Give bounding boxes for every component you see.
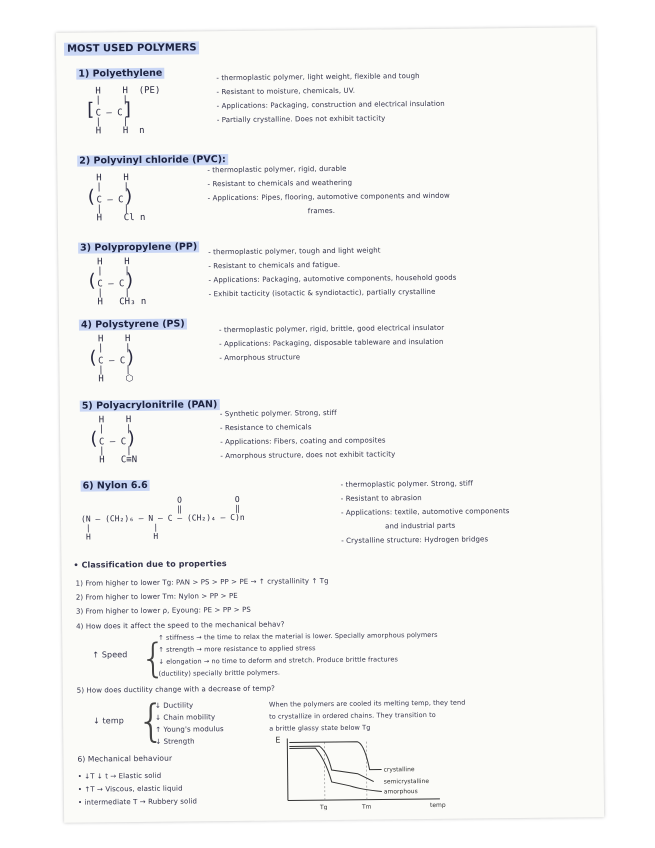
graph-legend-semicrystalline: semicrystalline xyxy=(383,777,430,786)
modulus-temp-graph xyxy=(269,728,480,810)
nylon-bullet: - Crystalline structure: Hydrogen bridges xyxy=(341,535,489,545)
pan-bullet: - Synthetic polymer. Strong, stiff xyxy=(219,408,337,419)
ps-header-text: 4) Polystyrene (PS) xyxy=(80,318,185,331)
pvc-bullet: - thermoplastic polymer, rigid, durable xyxy=(207,164,347,175)
page-title: MOST USED POLYMERS xyxy=(64,41,200,55)
temp-item: ↓ Strength xyxy=(155,737,195,746)
nylon-structure: O O ‖ ‖ (N – (CH₂)₆ – N – C – (CH₂)₄ – C)n | | H H xyxy=(80,494,245,542)
classification-row: 1) From higher to lower Tg: PAN > PS > PP > PE → ↑ crystallinity ↑ Tg xyxy=(75,577,329,588)
nylon-bullet: - Applications: textile, automotive components xyxy=(340,507,510,517)
notebook-page xyxy=(56,27,604,823)
ps-bullet: - thermoplastic polymer, rigid, brittle, good electrical insulator xyxy=(218,323,445,335)
temp-items xyxy=(155,699,224,748)
pe-bullet: - thermoplastic polymer, light weight, flexible and tough xyxy=(216,72,420,83)
ps-bullet: - Amorphous structure xyxy=(219,353,301,363)
pvc-bullet: - Applications: Pipes, flooring, automotive components and window xyxy=(207,191,450,203)
nylon-bullet: - Resistant to abrasion xyxy=(340,494,422,503)
pan-bullet: - Amorphous structure, does not exhibit tacticity xyxy=(220,450,396,461)
pe-bullet: - Applications: Packaging, construction and electrical insulation xyxy=(216,99,445,111)
q5-text: 5) How does ductility change with a decrease of temp? xyxy=(76,684,276,695)
pvc-bullet: frames. xyxy=(307,206,336,216)
speed-label: ↑ Speed xyxy=(92,650,128,660)
pvc-structure: H H | | (C – C) | | H Cl n xyxy=(85,173,146,224)
graph-x-label: temp xyxy=(429,801,446,809)
speed-items xyxy=(158,629,438,680)
q4-text: 4) How does it affect the speed to the mechanical behav? xyxy=(76,620,285,631)
speed-item: ↑ stiffness → the time to relax the material is lower. Specially amorphous polymers xyxy=(158,630,438,642)
pe-label: (PE) xyxy=(138,85,161,96)
mechanical-item: • ↓T ↓ t → Elastic solid xyxy=(77,771,162,781)
graph-amorphous-curve xyxy=(289,747,381,792)
temp-item: ↓ Chain mobility xyxy=(155,713,216,722)
nylon-bullets xyxy=(341,476,510,548)
nylon-bullet: and industrial parts xyxy=(385,521,456,531)
pvc-bullets xyxy=(207,161,450,220)
pvc-header xyxy=(77,154,228,167)
temp-note-line: a brittle glassy state below Tg xyxy=(269,723,371,733)
pvc-header-text: 2) Polyvinyl chloride (PVC): xyxy=(79,154,226,167)
graph-tm-line xyxy=(366,742,367,800)
speed-item: ↓ elongation → no time to deform and stretch. Produce brittle fractures xyxy=(158,655,399,666)
ps-structure: H H | | (C – C) | | H ⬡ xyxy=(87,334,137,385)
brace-icon: { xyxy=(136,695,166,748)
temp-item: ↑ Young's modulus xyxy=(155,725,224,734)
pp-bullet: - Applications: Packaging, automotive components, household goods xyxy=(208,273,457,285)
pe-header-text: 1) Polyethylene xyxy=(78,67,163,80)
pan-bullet: - Applications: Fibers, coating and composites xyxy=(220,436,386,447)
graph-legend-crystalline: crystalline xyxy=(383,766,415,774)
temp-item: ↓ Ductility xyxy=(154,701,194,710)
pe-bullet: - Resistant to moisture, chemicals, UV. xyxy=(216,86,356,97)
pp-header-text: 3) Polypropylene (PP) xyxy=(80,241,198,254)
pan-structure: H H | | (C – C) | | H C≡N xyxy=(87,415,138,466)
classification-header: • Classification due to properties xyxy=(73,559,227,570)
graph-x-axis xyxy=(288,799,440,801)
pp-header xyxy=(78,241,199,253)
ps-bullet: - Applications: Packaging, disposable tableware and insulation xyxy=(219,337,444,349)
graph-y-label: E xyxy=(275,735,281,745)
pe-bullets xyxy=(216,69,445,127)
graph-tick-tg: Tg xyxy=(319,804,328,811)
pan-bullet: - Resistance to chemicals xyxy=(219,423,312,433)
pan-bullets xyxy=(220,405,396,463)
pp-bullet: - Resistant to chemicals and fatigue. xyxy=(208,260,341,271)
nylon-bullet: - thermoplastic polymer. Strong, stiff xyxy=(340,479,474,489)
ps-bullets xyxy=(219,321,445,365)
classification-rows xyxy=(76,574,329,619)
pp-structure: H H | | (C – C) | | H CH₃ n xyxy=(86,257,147,308)
graph-y-axis xyxy=(287,738,288,800)
pvc-bullet: - Resistant to chemicals and weathering xyxy=(207,178,353,189)
speed-item: ↑ strength → more resistance to applied stress xyxy=(158,644,316,654)
mechanical-item: • ↑T → Viscous, elastic liquid xyxy=(77,784,183,794)
pan-header xyxy=(80,399,220,411)
pan-header-text: 5) Polyacrylonitrile (PAN) xyxy=(81,399,218,412)
graph-tick-tm: Tm xyxy=(361,803,372,811)
pe-header xyxy=(76,68,164,80)
pe-structure: H H (PE) | | [C – C] | | H H n xyxy=(84,85,161,137)
classification-row: 3) From higher to lower ρ, Eyoung: PE > PP > PS xyxy=(75,605,251,616)
mechanical-items xyxy=(78,769,198,809)
graph-semicrystalline-curve xyxy=(289,746,373,783)
mechanical-header: 6) Mechanical behaviour xyxy=(77,753,173,764)
pp-bullet: - Exhibit tacticity (isotactic & syndiotactic), partially crystalline xyxy=(208,287,436,299)
temp-label: ↓ temp xyxy=(93,716,124,726)
nylon-header xyxy=(81,480,150,492)
pe-bullet: - Partially crystalline. Does not exhibit tacticity xyxy=(216,114,386,125)
brace-icon: { xyxy=(140,635,167,682)
graph-legend-amorphous: amorphous xyxy=(383,788,418,796)
speed-item: (ductility) specially brittle polymers. xyxy=(158,668,281,678)
ps-header xyxy=(79,318,187,330)
classification-row: 2) From higher to lower Tm: Nylon > PP > PE xyxy=(75,591,238,602)
nylon-header-text: 6) Nylon 6.6 xyxy=(82,479,148,492)
mechanical-item: • intermediate T → Rubbery solid xyxy=(77,797,198,807)
temp-note-line: When the polymers are cooled its melting temp, they tend xyxy=(268,698,466,709)
pp-bullets xyxy=(208,243,457,302)
temp-note-line: to crystallize in ordered chains. They transition to xyxy=(269,710,436,721)
pp-bullet: - thermoplastic polymer, tough and light weight xyxy=(208,246,381,257)
